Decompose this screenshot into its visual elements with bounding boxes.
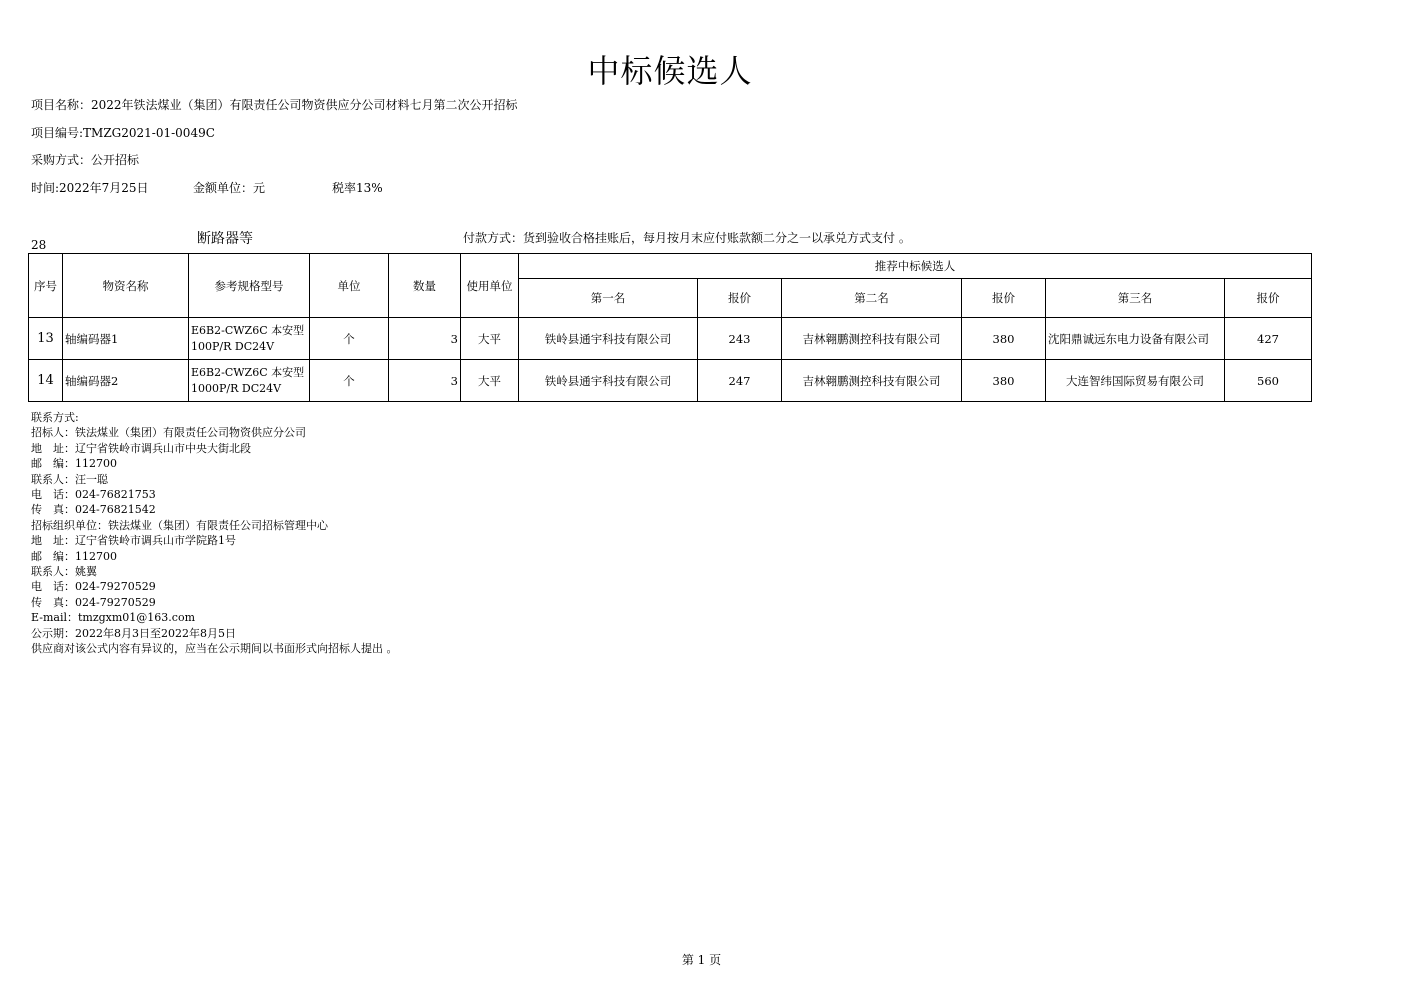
- tenderer-contact-person: 联系人：汪一聪: [31, 472, 108, 486]
- cell-seq: 14: [29, 360, 63, 402]
- cell-first: 铁岭县通宇科技有限公司: [519, 318, 698, 360]
- cell-price1: 243: [698, 318, 782, 360]
- col-header-price2: 报价: [962, 279, 1046, 318]
- payment-terms: 付款方式：货到验收合格挂账后，每月按月末应付账款额二分之一以承兑方式支付 。: [463, 231, 911, 245]
- col-header-second: 第二名: [782, 279, 962, 318]
- agency: 招标组织单位：铁法煤业（集团）有限责任公司招标管理中心: [31, 518, 328, 532]
- agency-postcode: 邮 编：112700: [31, 549, 117, 563]
- tenderer-postcode: 邮 编：112700: [31, 457, 117, 471]
- cell-name: 轴编码器2: [63, 360, 189, 402]
- agency-fax: 传 真：024-79270529: [31, 595, 156, 609]
- candidate-table: [28, 253, 1312, 402]
- cell-spec: E6B2-CWZ6C 本安型 1000P/R DC24V: [189, 360, 310, 402]
- col-header-first: 第一名: [519, 279, 698, 318]
- cell-name: 轴编码器1: [63, 318, 189, 360]
- table-row: [29, 318, 1312, 360]
- page-title: 中标候选人: [587, 52, 753, 90]
- project-number: 项目编号:TMZG2021-01-0049C: [31, 126, 215, 140]
- contact-info: [31, 410, 398, 657]
- cell-price2: 380: [962, 318, 1046, 360]
- cell-unit: 个: [310, 318, 389, 360]
- col-header-price1: 报价: [698, 279, 782, 318]
- table-row: [29, 360, 1312, 402]
- cell-qty: 3: [389, 360, 461, 402]
- cell-third: 大连智纬国际贸易有限公司: [1046, 360, 1225, 402]
- cell-second: 吉林翱鹏测控科技有限公司: [782, 360, 962, 402]
- publish-time: 时间:2022年7月25日: [31, 181, 149, 195]
- cell-seq: 13: [29, 318, 63, 360]
- cell-price3: 560: [1225, 360, 1312, 402]
- tenderer-fax: 传 真：024-76821542: [31, 503, 156, 517]
- col-header-name: 物资名称: [63, 254, 189, 318]
- tenderer-address: 地 址：辽宁省铁岭市调兵山市中央大街北段: [31, 441, 251, 455]
- agency-email: E-mail：tmzgxm01@163.com: [31, 611, 196, 625]
- project-name: 项目名称：2022年铁法煤业（集团）有限责任公司物资供应分公司材料七月第二次公开招标: [31, 98, 518, 112]
- cell-third: 沈阳鼎诚远东电力设备有限公司: [1046, 318, 1225, 360]
- cell-price3: 427: [1225, 318, 1312, 360]
- contact-heading: 联系方式:: [31, 411, 79, 424]
- cell-unit: 个: [310, 360, 389, 402]
- meta-line: [31, 179, 383, 196]
- col-header-recommend: 推荐中标候选人: [519, 254, 1312, 279]
- col-header-price3: 报价: [1225, 279, 1312, 318]
- currency-unit: 金额单位：元: [193, 181, 266, 195]
- agency-phone: 电 话：024-79270529: [31, 580, 156, 594]
- cell-qty: 3: [389, 318, 461, 360]
- cell-spec: E6B2-CWZ6C 本安型 100P/R DC24V: [189, 318, 310, 360]
- cell-price2: 380: [962, 360, 1046, 402]
- col-header-seq: 序号: [29, 254, 63, 318]
- cell-price1: 247: [698, 360, 782, 402]
- tenderer: 招标人：铁法煤业（集团）有限责任公司物资供应分公司: [31, 426, 306, 440]
- package-number: 28: [31, 238, 47, 252]
- header-row-1: [29, 254, 1312, 279]
- cell-user: 大平: [461, 318, 519, 360]
- cell-first: 铁岭县通宇科技有限公司: [519, 360, 698, 402]
- agency-contact-person: 联系人：姚翼: [31, 565, 97, 579]
- page-number: 第 1 页: [681, 953, 722, 967]
- col-header-user: 使用单位: [461, 254, 519, 318]
- tax-rate: 税率13%: [332, 181, 383, 195]
- cell-user: 大平: [461, 360, 519, 402]
- purchase-method: 采购方式：公开招标: [31, 153, 140, 167]
- col-header-unit: 单位: [310, 254, 389, 318]
- col-header-third: 第三名: [1046, 279, 1225, 318]
- cell-second: 吉林翱鹏测控科技有限公司: [782, 318, 962, 360]
- col-header-spec: 参考规格型号: [189, 254, 310, 318]
- col-header-qty: 数量: [389, 254, 461, 318]
- category-label: 断路器等: [197, 231, 253, 247]
- tenderer-phone: 电 话：024-76821753: [31, 488, 156, 502]
- agency-address: 地 址：辽宁省铁岭市调兵山市学院路1号: [31, 534, 236, 548]
- publicity-period: 公示期：2022年8月3日至2022年8月5日: [31, 626, 236, 640]
- objection-note: 供应商对该公式内容有异议的，应当在公示期间以书面形式向招标人提出 。: [31, 642, 398, 656]
